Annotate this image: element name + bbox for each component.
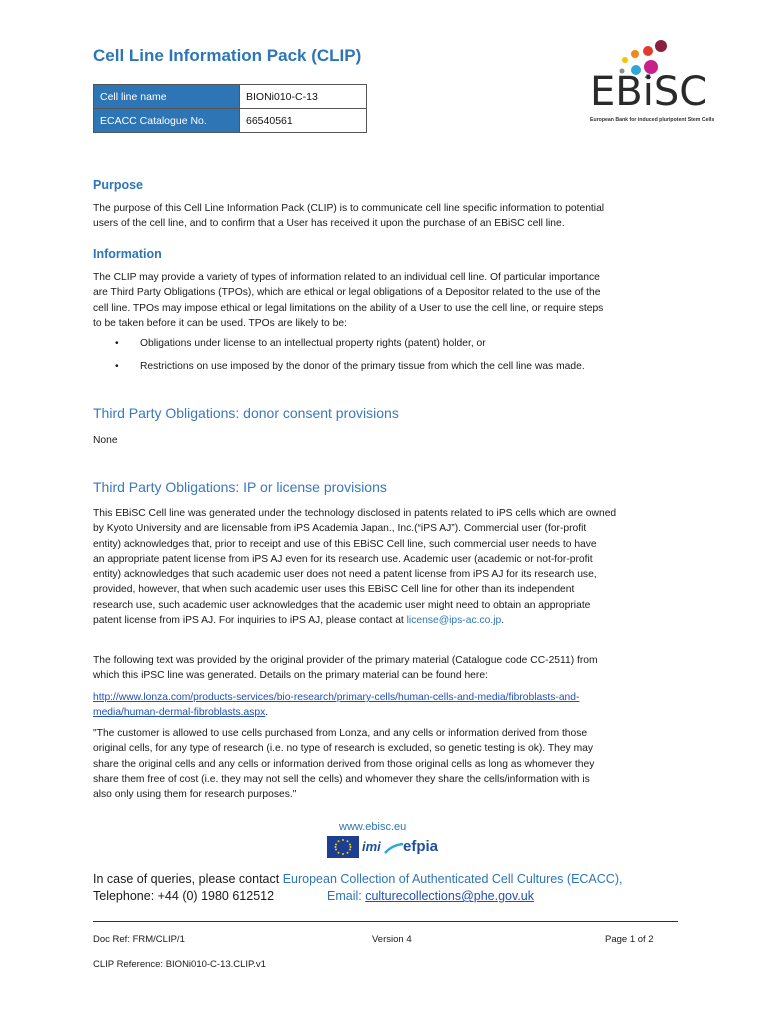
cell-line-info-table	[93, 84, 367, 133]
ip-line-text: patent license from iPS AJ. For inquiries to iPS AJ, please contact at	[93, 615, 407, 627]
imi-swoosh-icon	[384, 842, 404, 860]
ip-line: by Kyoto University and are licensable from iPS Academia Japan., Inc.(“iPS AJ”). Commercial user (for-profit	[93, 523, 587, 535]
provider-line: The following text was provided by the original provider of the primary material (Catalogue code CC-2511) from	[93, 655, 598, 666]
logo-tagline: European Bank for induced pluripotent Stem Cells	[590, 117, 715, 123]
page-number: Page 1 of 2	[605, 934, 654, 945]
donor-consent-heading: Third Party Obligations: donor consent provisions	[93, 405, 399, 421]
information-line: The CLIP may provide a variety of types of information related to an individual cell line. Of particular importance	[93, 272, 600, 283]
ips-email-link[interactable]: license@ips-ac.co.jp	[406, 615, 502, 627]
lonza-quote	[93, 726, 678, 802]
ip-line	[93, 613, 678, 628]
tpo-bullet-item: Obligations under license to an intellectual property rights (patent) holder, or	[140, 338, 486, 349]
ip-line: research use, such academic user acknowledges that the academic user might need to obtain an appropriate	[93, 599, 591, 611]
contact-line	[93, 871, 622, 888]
information-line: cell line. TPOs may impose ethical or legal limitations on the ability of a User to use the cell line, or require steps	[93, 302, 604, 314]
table-row	[94, 85, 367, 109]
efpia-logo: efpia	[403, 838, 439, 855]
information-heading: Information	[93, 247, 162, 261]
quote-line: share the original cells and any cells or information derived from those original cells as long as whomever they	[93, 758, 595, 770]
lonza-url	[93, 690, 678, 721]
website-link[interactable]: www.ebisc.eu	[339, 821, 407, 833]
provider-line: which this iPSC line was generated. Details on the primary material can be found here:	[93, 670, 488, 682]
quote-line: original cells, for any type of research (i.e. no type of research is excluded, so genetic testing is ok). They may	[93, 743, 594, 755]
purpose-text	[93, 201, 678, 232]
doc-ref: Doc Ref: FRM/CLIP/1	[93, 934, 185, 945]
footer-divider	[93, 921, 678, 922]
email-line	[327, 888, 534, 905]
imi-logo: imi	[362, 839, 381, 854]
information-line: are Third Party Obligations (TPOs), which are ethical or legal obligations of a Depositor related to the use of the	[93, 287, 601, 299]
contact-email-link[interactable]: culturecollections@phe.gov.uk	[365, 889, 535, 903]
ip-license-text	[93, 506, 678, 628]
information-line: to be taken before it can be used. TPOs are likely to be:	[93, 317, 347, 329]
information-text	[93, 270, 678, 331]
bullet-icon: •	[115, 361, 119, 372]
logo-wordmark: EBiSC	[590, 69, 708, 115]
ip-license-heading: Third Party Obligations: IP or license provisions	[93, 479, 387, 495]
cell-line-name-label: Cell line name	[94, 85, 240, 109]
provider-text	[93, 653, 678, 684]
ecacc-org: European Collection of Authenticated Cell Cultures (ECACC),	[282, 872, 623, 886]
catalogue-no-value: 66540561	[240, 109, 367, 133]
ip-line-suffix: .	[501, 615, 505, 627]
bullet-icon: •	[115, 338, 119, 349]
lonza-link[interactable]: http://www.lonza.com/products-services/bio-research/primary-cells/human-cells-and-media/fibroblasts-and-	[93, 692, 580, 703]
cell-line-name-value: BIONi010-C-13	[240, 85, 367, 109]
ebisc-logo	[585, 38, 725, 130]
purpose-heading: Purpose	[93, 178, 144, 192]
clip-reference: CLIP Reference: BIONi010-C-13.CLIP.v1	[93, 959, 266, 970]
purpose-line: The purpose of this Cell Line Information Pack (CLIP) is to communicate cell line specific information to potential	[93, 203, 605, 214]
version: Version 4	[372, 934, 412, 945]
quote-line: "The customer is allowed to use cells purchased from Lonza, and any cells or information derived from those	[93, 728, 588, 739]
telephone: Telephone: +44 (0) 1980 612512	[93, 889, 275, 903]
url-suffix: .	[265, 707, 269, 719]
catalogue-no-label: ECACC Catalogue No.	[94, 109, 240, 133]
eu-flag-icon	[327, 836, 359, 863]
table-row	[94, 109, 367, 133]
ip-line: This EBiSC Cell line was generated under the technology disclosed in patents related to iPS cells which are owned	[93, 508, 617, 519]
email-label: Email:	[327, 889, 366, 903]
ip-line: an appropriate patent license from iPS AJ even for its research use. Academic user (academic or not-for-profit	[93, 553, 593, 565]
page-title: Cell Line Information Pack (CLIP)	[93, 46, 362, 65]
quote-line: also only using them for research purposes."	[93, 789, 297, 801]
ip-line: provided, however, that when such academic user uses this EBiSC Cell line for other than its independent	[93, 584, 575, 596]
lonza-link[interactable]: media/human-dermal-fibroblasts.aspx	[93, 707, 266, 719]
contact-prefix: In case of queries, please contact	[93, 872, 283, 886]
donor-consent-text: None	[93, 435, 118, 446]
quote-line: share them free of cost (i.e. they may not sell the cells) and whomever they share the cells/information with is	[93, 773, 590, 785]
ip-line: entity) acknowledges that, prior to receipt and use of this EBiSC Cell line, such commercial user needs to have	[93, 538, 597, 550]
ip-line: entity) acknowledges that such academic user does not need a patent license from iPS AJ for its research use,	[93, 569, 597, 581]
purpose-line: users of the cell line, and to confirm that a User has received it upon the purchase of an EBiSC cell line.	[93, 218, 565, 230]
tpo-bullet-item: Restrictions on use imposed by the donor of the primary tissue from which the cell line was made.	[140, 361, 585, 372]
